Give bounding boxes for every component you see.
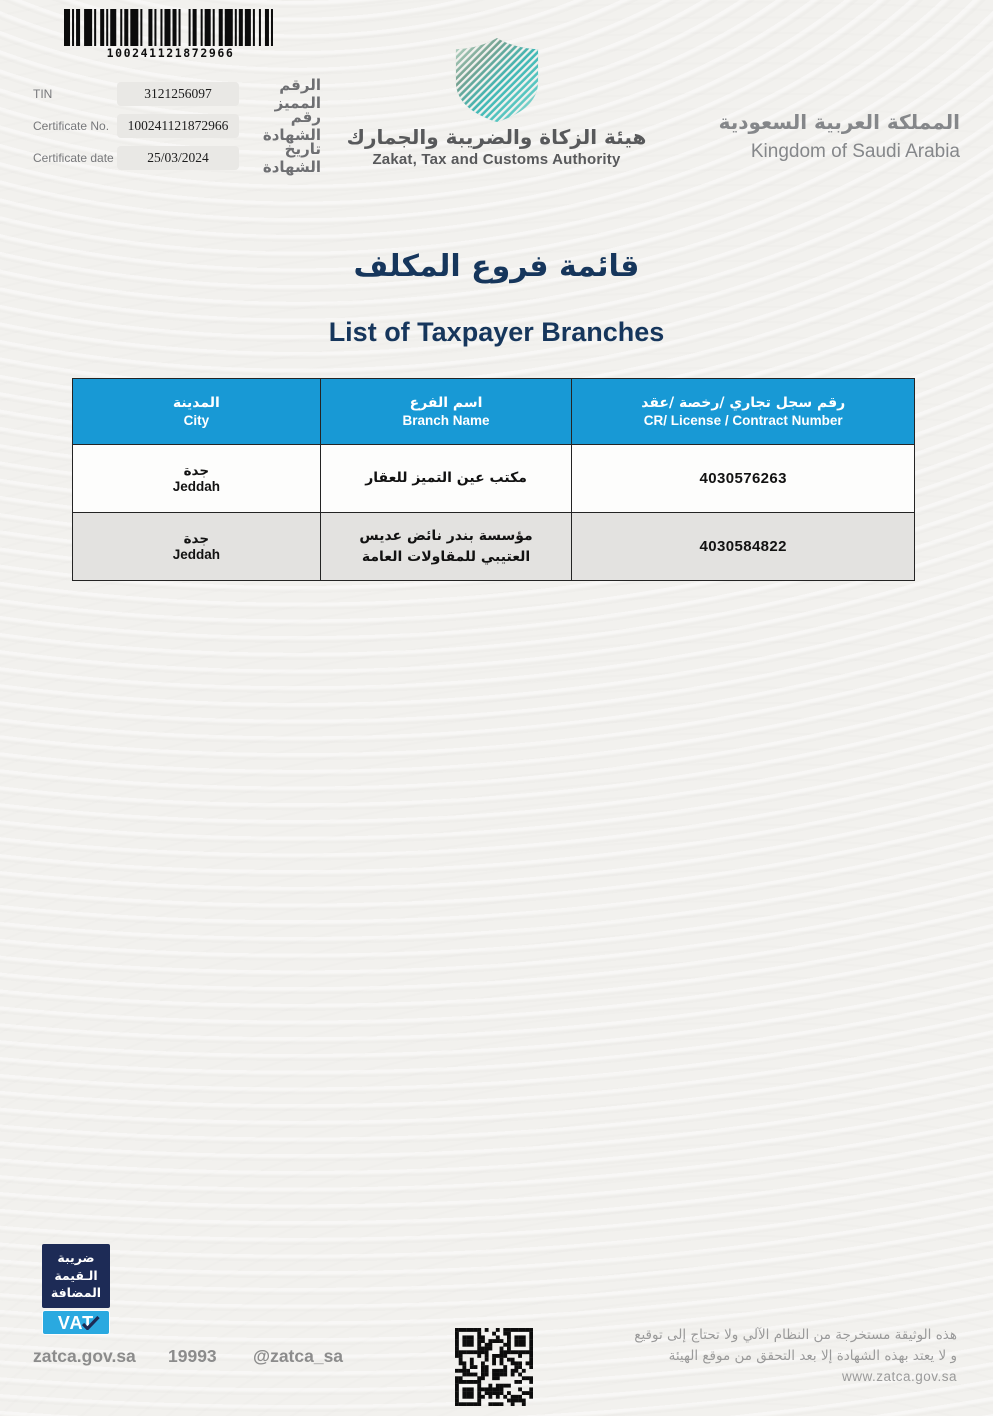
- city-english: Jeddah: [172, 479, 220, 494]
- zatca-shield-icon: [451, 36, 543, 124]
- barcode-number: 100241121872966: [106, 46, 235, 60]
- barcode: [64, 9, 277, 60]
- certificate-no-label-en: Certificate No.: [33, 119, 110, 133]
- field-row-certificate-no: [33, 108, 321, 144]
- field-row-tin: [33, 76, 321, 112]
- column-header-city: [73, 379, 321, 445]
- column-header-branch-ar: اسم الفرع: [409, 395, 483, 411]
- cell-city: [73, 513, 321, 581]
- vat-arabic-line3: المضافة: [50, 1285, 102, 1300]
- column-header-city-ar: المدينة: [172, 395, 220, 411]
- vat-logo-arabic: [42, 1244, 110, 1308]
- certificate-no-value: 100241121872966: [117, 114, 239, 138]
- table-row: [73, 513, 915, 581]
- authority-name-arabic: هيئة الزكاة والضريبة والجمارك: [346, 125, 647, 149]
- cr-number: 4030584822: [699, 538, 787, 555]
- city-arabic: جدة: [183, 463, 210, 479]
- authority-name-english: Zakat, Tax and Customs Authority: [372, 151, 621, 168]
- city-arabic: جدة: [183, 531, 210, 547]
- certificate-date-label-ar: تاريخ الشهادة: [262, 140, 321, 176]
- cell-cr-number: [572, 445, 915, 513]
- qr-code: [455, 1328, 533, 1406]
- tin-label-en: TIN: [33, 87, 53, 101]
- cell-cr-number: [572, 513, 915, 581]
- country-block: [719, 110, 960, 163]
- branch-name: مؤسسة بندر نائض عديس العتيبي للمقاولات العامة: [359, 528, 533, 565]
- barcode-bars: [64, 9, 277, 46]
- certificate-date-value: 25/03/2024: [117, 146, 239, 170]
- cell-city: [73, 445, 321, 513]
- qr-code-image: [455, 1328, 533, 1406]
- page-title-english: List of Taxpayer Branches: [328, 317, 665, 347]
- vat-check-icon: [82, 1316, 100, 1330]
- column-header-branch-name: [320, 379, 572, 445]
- vat-logo: [42, 1244, 110, 1335]
- page-title-arabic: قائمة فروع المكلف: [353, 249, 640, 284]
- city-english: Jeddah: [172, 547, 220, 562]
- disclaimer-line1: هذه الوثيقة مستخرجة من النظام الآلي ولا تحتاج إلى توقيع: [634, 1327, 957, 1343]
- column-header-cr-number: [572, 379, 915, 445]
- tin-label-ar: الرقم المميز: [274, 76, 321, 112]
- column-header-cr-en: CR/ License / Contract Number: [643, 413, 843, 428]
- certificate-date-label-en: Certificate date: [33, 151, 114, 165]
- cell-branch-name: [320, 513, 572, 581]
- disclaimer-url: www.zatca.gov.sa: [841, 1368, 957, 1384]
- column-header-cr-ar: رقم سجل تجاري /رخصة /عقد: [641, 395, 846, 411]
- vat-logo-text: [42, 1310, 110, 1335]
- vat-arabic-line2: الـقيمة: [54, 1267, 98, 1283]
- branches-table: [72, 378, 915, 581]
- vat-label: VAT: [57, 1312, 95, 1333]
- country-name-english: Kingdom of Saudi Arabia: [750, 141, 960, 162]
- disclaimer-line2: و لا يعتد بهذه الشهادة إلا بعد التحقق من موقع الهيئة: [668, 1347, 957, 1364]
- field-row-certificate-date: [33, 140, 321, 176]
- certificate-no-label-ar: رقم الشهادة: [262, 108, 321, 144]
- footer-links: [33, 1346, 353, 1368]
- cell-branch-name: [320, 445, 572, 513]
- branch-name: مكتب عين التميز للعقار: [365, 470, 527, 487]
- phone-number: 19993: [168, 1346, 217, 1366]
- certificate-fields: [33, 76, 321, 178]
- tin-value: 3121256097: [117, 82, 239, 106]
- column-header-branch-en: Branch Name: [402, 413, 490, 428]
- column-header-city-en: City: [183, 413, 210, 428]
- table-row: [73, 445, 915, 513]
- table-header-row: [73, 379, 915, 445]
- website-text: zatca.gov.sa: [33, 1346, 136, 1366]
- social-handle: @zatca_sa: [253, 1346, 344, 1366]
- cr-number: 4030576263: [699, 470, 787, 487]
- zatca-logo: [347, 36, 647, 168]
- vat-arabic-line1: ضريبة: [57, 1250, 95, 1265]
- country-name-arabic: المملكة العربية السعودية: [718, 110, 960, 134]
- footer-disclaimer: [634, 1325, 957, 1388]
